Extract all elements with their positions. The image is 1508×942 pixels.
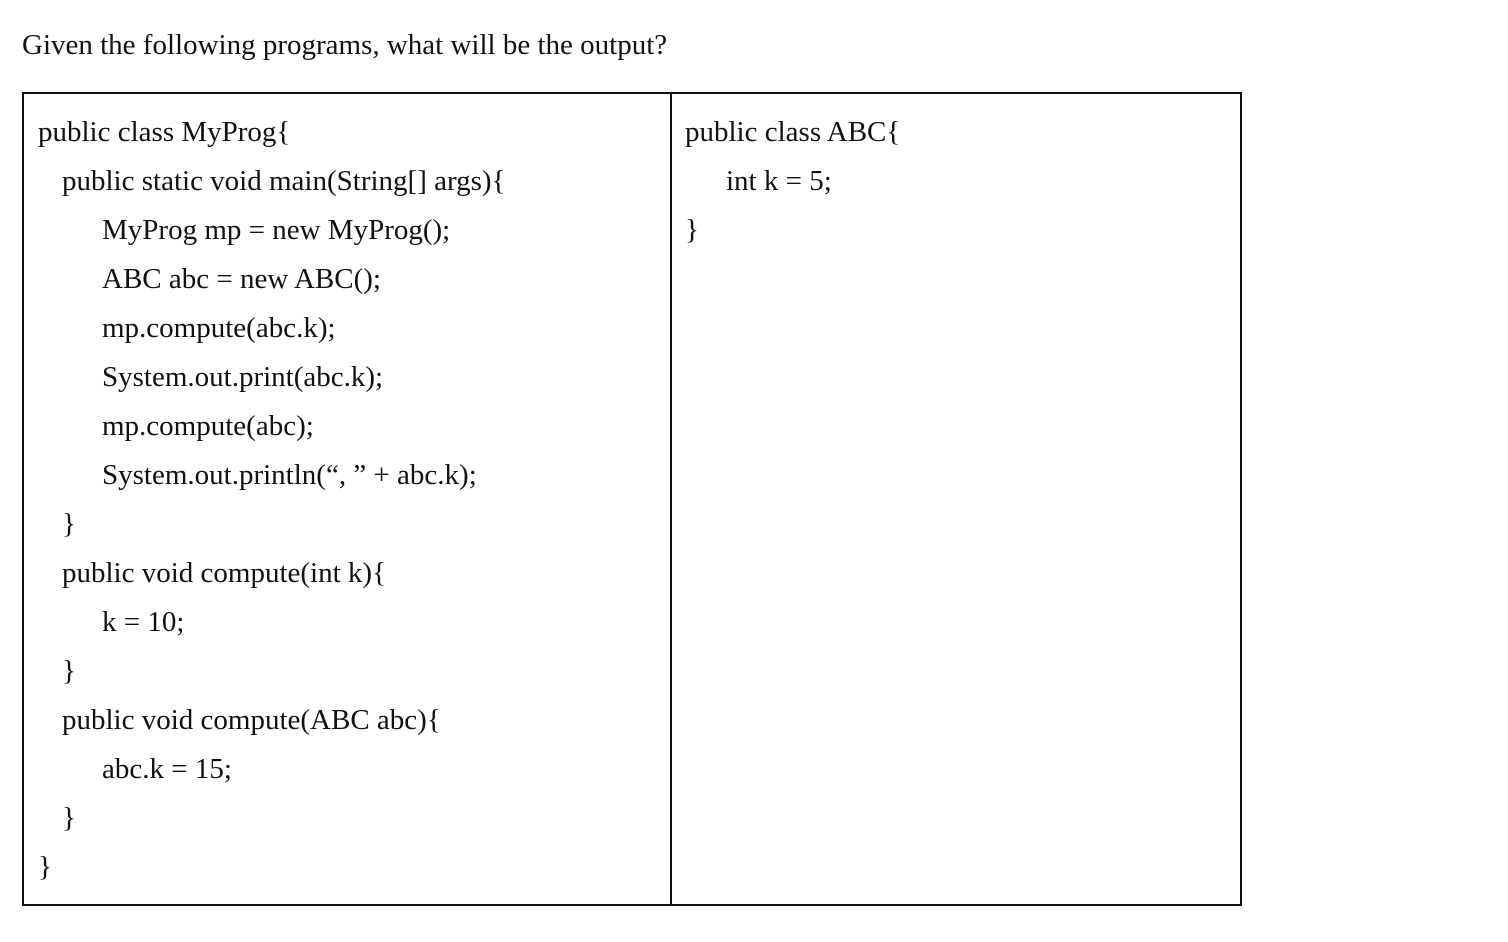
code-line: ABC abc = new ABC(); xyxy=(102,263,381,295)
code-line: abc.k = 15; xyxy=(102,753,232,785)
code-line: } xyxy=(62,508,76,540)
code-line: } xyxy=(62,655,76,687)
question-text: Given the following programs, what will be the output? xyxy=(22,29,668,61)
code-line: public class ABC{ xyxy=(685,116,901,148)
code-line: public class MyProg{ xyxy=(38,116,291,148)
abc-code-cell xyxy=(672,94,1240,904)
code-line: } xyxy=(685,214,699,246)
code-line: public static void main(String[] args){ xyxy=(62,165,506,197)
myprog-code-cell xyxy=(24,94,672,904)
code-line: k = 10; xyxy=(102,606,185,638)
code-line: public void compute(ABC abc){ xyxy=(62,704,441,736)
code-line: } xyxy=(62,802,76,834)
code-line: mp.compute(abc.k); xyxy=(102,312,336,344)
code-line: System.out.println(“, ” + abc.k); xyxy=(102,459,477,491)
code-line: public void compute(int k){ xyxy=(62,557,386,589)
code-table xyxy=(22,92,1242,906)
code-line: } xyxy=(38,851,52,883)
code-line: mp.compute(abc); xyxy=(102,410,314,442)
code-line: int k = 5; xyxy=(726,165,832,197)
code-line: MyProg mp = new MyProg(); xyxy=(102,214,451,246)
code-line: System.out.print(abc.k); xyxy=(102,361,384,393)
